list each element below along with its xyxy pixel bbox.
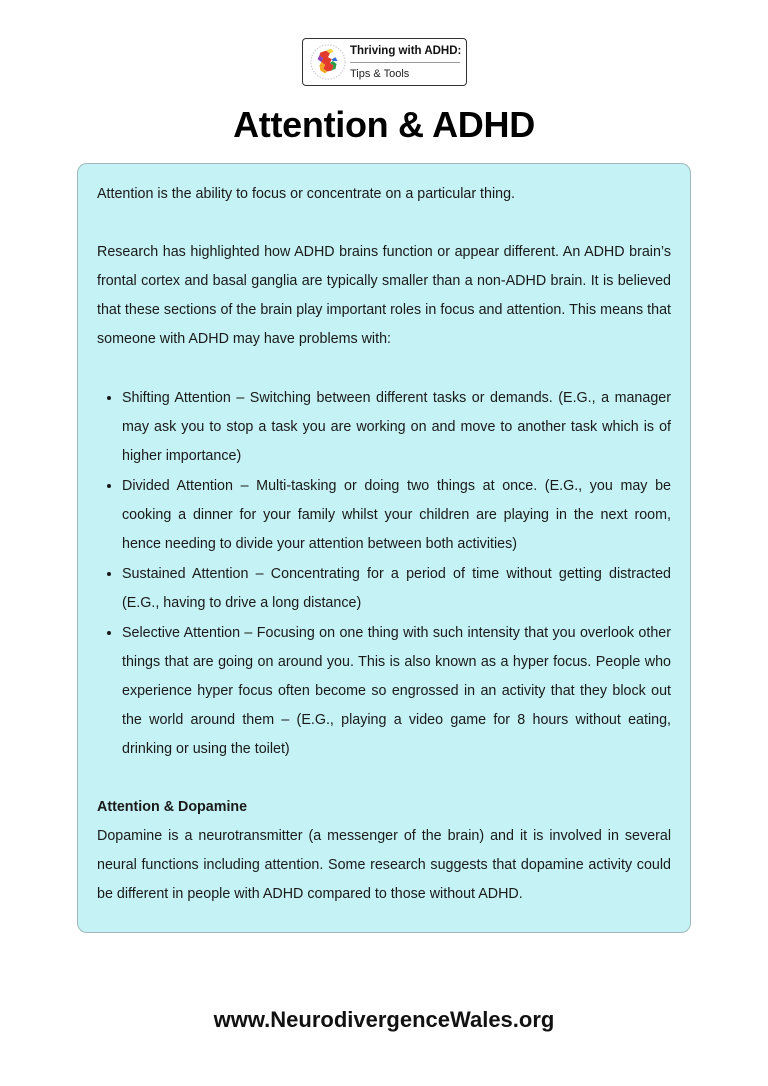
logo-divider [350,62,460,63]
research-paragraph: Research has highlighted how ADHD brains function or appear different. An ADHD brain’s frontal cortex and basal ganglia are typically smaller than a non-ADHD brain. It is believed that these sections of the brain play important roles in focus and attention. This means that someone with ADHD may have problems with: [97,244,671,347]
list-item-sustained-attention: • Sustained Attention – Concentrating for a period of time without getting distracted (E.G., having to drive a long distance) [122,559,671,618]
attention-types-list [97,383,671,764]
dopamine-heading: Attention & Dopamine [97,799,248,815]
header-logo-badge [302,38,467,86]
page-title: Attention & ADHD [233,104,535,145]
wales-rainbow-logo-icon [309,43,347,81]
list-item-shifting-attention: • Shifting Attention – Switching between different tasks or demands. (E.G., a manager may ask you to stop a task you are working on and move to another task which is of higher importance) [122,383,671,471]
logo-subtitle: Tips & Tools [350,68,410,80]
list-item-divided-attention: • Divided Attention – Multi-tasking or doing two things at once. (E.G., you may be cooking a dinner for your family whilst your children are playing in the next room, hence needing to divide your attention between both activities) [122,471,671,559]
dopamine-paragraph: Dopamine is a neurotransmitter (a messenger of the brain) and it is involved in several neural functions including attention. Some research suggests that dopamine activity could be different in people with ADHD compared to those without ADHD. [97,828,671,902]
list-item-selective-attention: • Selective Attention – Focusing on one thing with such intensity that you overlook other things that are going on around you. This is also known as a hyper focus. People who experience hyper focus often become so engrossed in an activity that they block out the world around them – (E.G., playing a video game for 8 hours without eating, drinking or using the toilet) [122,618,671,764]
content-panel [77,163,691,933]
logo-title: Thriving with ADHD: [350,45,462,57]
intro-paragraph: Attention is the ability to focus or concentrate on a particular thing. [97,186,516,202]
footer-website-url: www.NeurodivergenceWales.org [213,1007,555,1032]
